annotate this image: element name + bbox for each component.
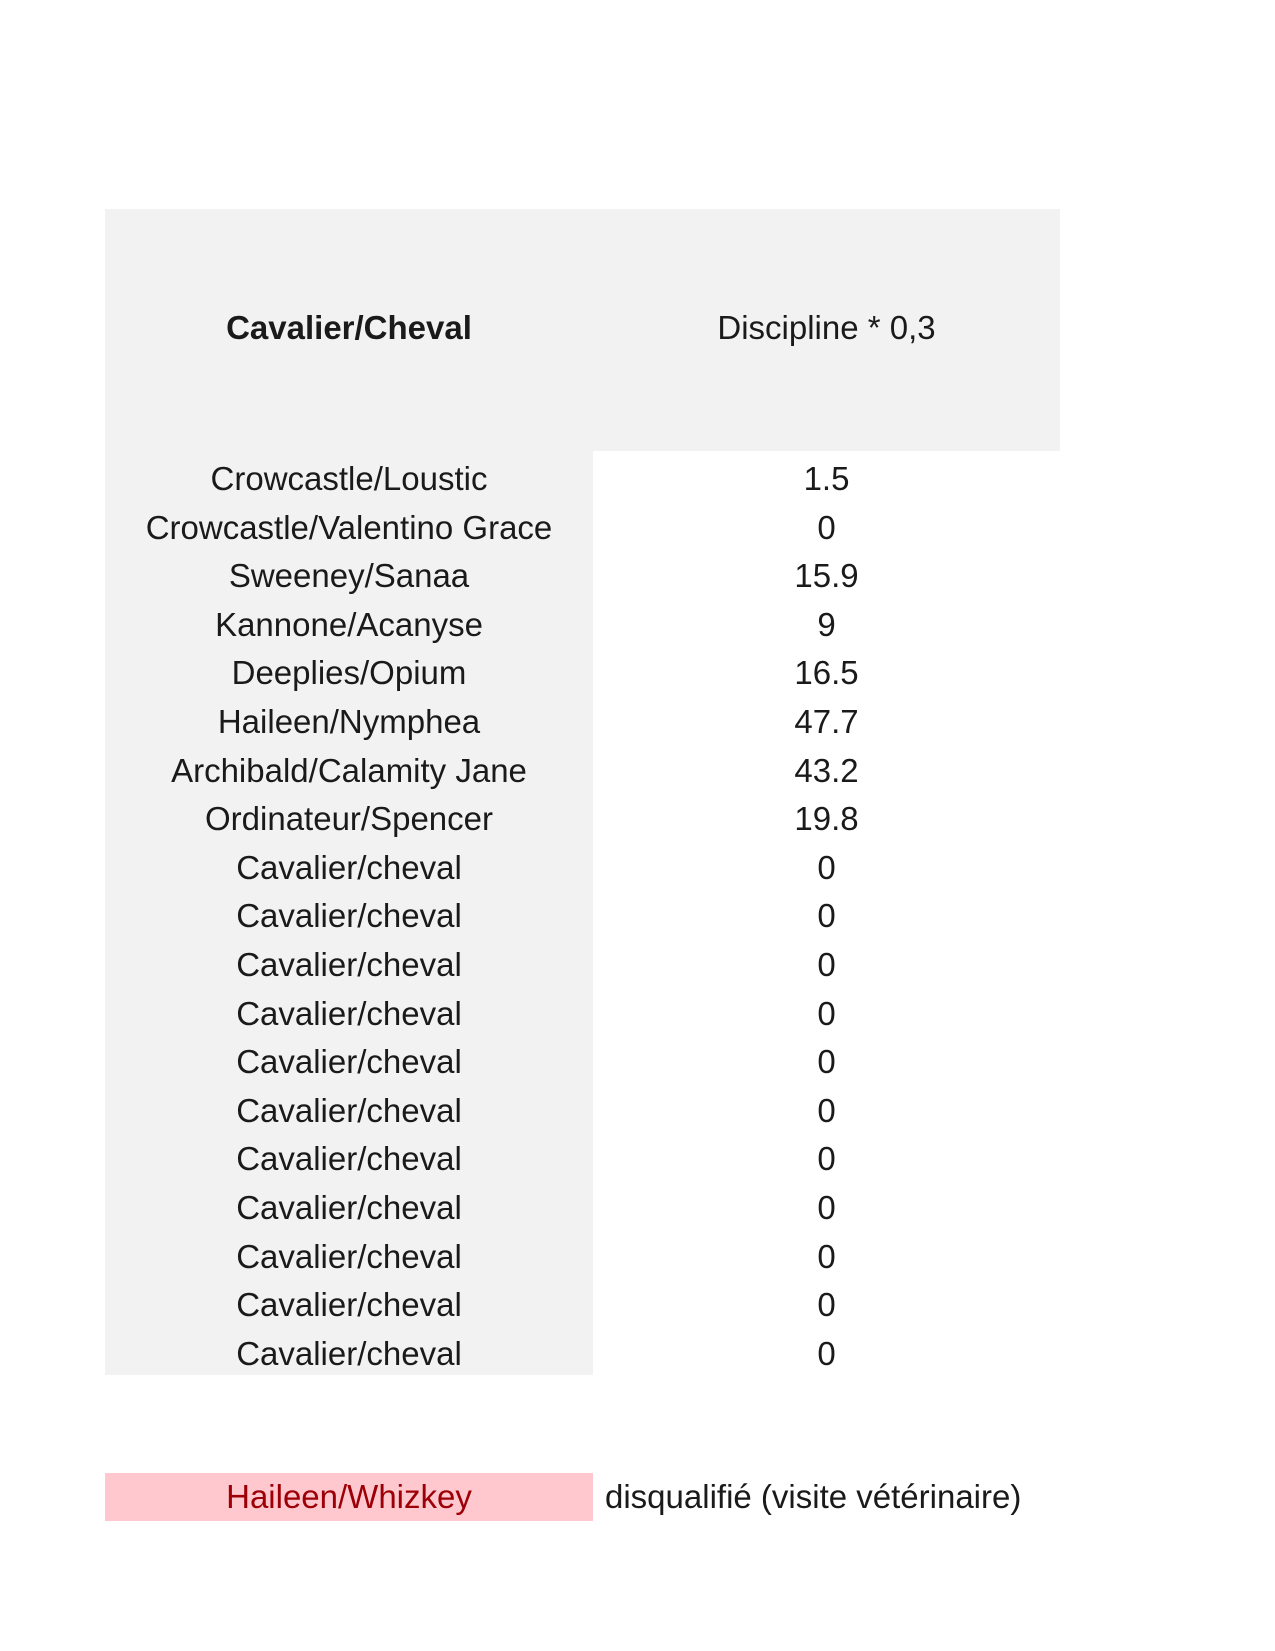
table-row: [105, 455, 1060, 504]
rider-horse-cell: Ordinateur/Spencer: [205, 800, 493, 838]
table-row: [105, 941, 1060, 990]
table-row: [105, 1135, 1060, 1184]
rider-horse-cell: Crowcastle/Loustic: [210, 460, 488, 497]
rider-horse-cell: Haileen/Nymphea: [217, 702, 481, 740]
rider-horse-cell: Cavalier/cheval: [236, 1140, 462, 1178]
rider-horse-cell: Archibald/Calamity Jane: [171, 751, 527, 789]
score-cell: 0: [817, 1043, 836, 1081]
table-row: [105, 1038, 1060, 1087]
table-row: [105, 892, 1060, 941]
score-cell: 19.8: [794, 800, 859, 838]
table-row: [105, 504, 1060, 553]
score-cell: 9: [817, 605, 836, 643]
score-cell: 15.9: [794, 557, 859, 595]
rider-horse-cell: Cavalier/cheval: [236, 1188, 462, 1226]
rider-horse-cell: Cavalier/cheval: [236, 848, 462, 886]
score-cell: 47.7: [794, 702, 859, 740]
header-rider-horse: Cavalier/Cheval: [226, 309, 472, 346]
rider-horse-cell: Cavalier/cheval: [236, 1334, 462, 1372]
rider-horse-cell: Sweeney/Sanaa: [228, 557, 470, 595]
rider-horse-cell: Cavalier/cheval: [236, 1237, 462, 1275]
score-cell: 0: [817, 1237, 836, 1275]
score-cell: 0: [817, 1334, 836, 1372]
table-row: [105, 1184, 1060, 1233]
table-row: [105, 552, 1060, 601]
disqualified-name: Haileen/Whizkey: [105, 1473, 593, 1521]
table-row: [105, 1330, 1060, 1379]
table-row: [105, 1233, 1060, 1282]
score-cell: 0: [817, 994, 836, 1032]
results-table-body: [105, 455, 1060, 1378]
table-row: [105, 698, 1060, 747]
score-cell: 1.5: [803, 460, 850, 497]
rider-horse-cell: Cavalier/cheval: [236, 1286, 462, 1324]
disqualified-row: [105, 1473, 1105, 1521]
table-row: [105, 1087, 1060, 1136]
rider-horse-cell: Cavalier/cheval: [236, 897, 462, 935]
table-row: [105, 795, 1060, 844]
score-cell: 0: [817, 945, 836, 983]
table-row: [105, 601, 1060, 650]
score-cell: 16.5: [794, 654, 859, 692]
disqualified-note: disqualifié (visite vétérinaire): [605, 1478, 1022, 1515]
table-row: [105, 1281, 1060, 1330]
score-cell: 0: [817, 897, 836, 935]
rider-horse-cell: Cavalier/cheval: [236, 994, 462, 1032]
rider-horse-cell: Cavalier/cheval: [236, 1043, 462, 1081]
score-cell: 43.2: [794, 751, 859, 789]
rider-horse-cell: Deeplies/Opium: [231, 654, 467, 692]
header-discipline-score: Discipline * 0,3: [717, 309, 936, 346]
rider-horse-cell: Cavalier/cheval: [236, 945, 462, 983]
table-row: [105, 649, 1060, 698]
rider-horse-cell: Kannone/Acanyse: [215, 605, 483, 643]
score-cell: 0: [817, 1091, 836, 1129]
table-row: [105, 844, 1060, 893]
table-row: [105, 747, 1060, 796]
rider-horse-cell: Crowcastle/Valentino Grace: [145, 508, 553, 546]
score-cell: 0: [817, 1140, 836, 1178]
table-row: [105, 990, 1060, 1039]
score-cell: 0: [817, 848, 836, 886]
score-cell: 0: [817, 1188, 836, 1226]
score-cell: 0: [817, 1286, 836, 1324]
score-cell: 0: [817, 508, 836, 546]
rider-horse-cell: Cavalier/cheval: [236, 1091, 462, 1129]
